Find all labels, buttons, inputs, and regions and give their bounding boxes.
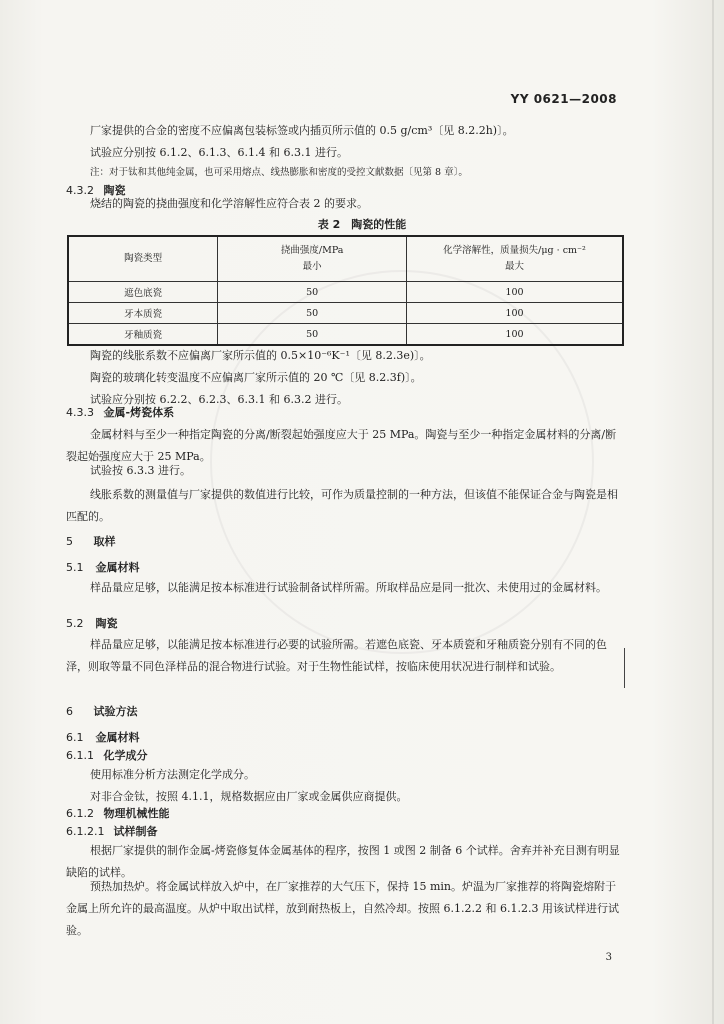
paragraph: 线胀系数的测量值与厂家提供的数值进行比较，可作为质量控制的一种方法，但该值不能保证合金与陶瓷是相匹配的。 (66, 488, 618, 523)
table-row (68, 303, 623, 324)
header-line: 挠曲强度/MPa (280, 245, 344, 256)
heading-title: 金属-烤瓷体系 (103, 406, 175, 419)
table-cell: 牙釉质瓷 (68, 324, 218, 346)
heading-title: 试验方法 (93, 705, 138, 718)
paragraph: 使用标准分析方法测定化学成分。 (90, 768, 255, 781)
heading-title: 金属材料 (95, 561, 140, 574)
heading-title: 化学成分 (103, 749, 148, 762)
heading-title: 金属材料 (95, 731, 140, 744)
heading-title: 取样 (93, 535, 116, 548)
paragraph: 样品量应足够，以能满足按本标准进行必要的试验所需。若遮色底瓷、牙本质瓷和牙釉质瓷分别有不同的色泽，则取等量不同色泽样品的混合物进行试验。对于生物性能试样，按临床使用状况进行制样和试验。 (66, 638, 607, 673)
heading-number: 6.1.2.1 (66, 825, 105, 838)
table-caption: 表 2 陶瓷的性能 (317, 218, 407, 231)
heading-number: 5 (66, 535, 73, 548)
heading-number: 4.3.3 (66, 406, 94, 419)
heading-6-1 (66, 730, 140, 746)
standard-code: YY 0621—2008 (510, 92, 617, 106)
heading-6-1-2-1 (66, 824, 158, 840)
header-line: 最小 (302, 261, 322, 272)
heading-number: 5.2 (66, 617, 84, 630)
table-cell: 遮色底瓷 (68, 282, 218, 303)
heading-title: 陶瓷 (95, 617, 118, 630)
heading-number: 6.1.2 (66, 807, 94, 820)
paragraph: 厂家提供的合金的密度不应偏离包装标签或内插页所示值的 0.5 g/cm³〔见 8.2.2h)〕。 (90, 124, 514, 137)
table-row (68, 324, 623, 346)
heading-6-1-1 (66, 748, 148, 764)
heading-title: 陶瓷 (103, 184, 126, 197)
paragraph: 预热加热炉。将金属试样放入炉中，在厂家推荐的大气压下，保持 15 min。炉温为厂家推荐的将陶瓷熔附于金属上所允许的最高温度。从炉中取出试样，放到耐热板上，自然冷却。按照 6.1.2.2 和 6.1.2.3 用该试样进行试验。 (66, 880, 619, 937)
paragraph: 陶瓷的玻璃化转变温度不应偏离厂家所示值的 20 ℃〔见 8.2.3f)〕。 (90, 371, 422, 384)
paragraph: 陶瓷的线胀系数不应偏离厂家所示值的 0.5×10⁻⁶K⁻¹〔见 8.2.3e)〕。 (90, 349, 431, 362)
table-cell: 100 (407, 303, 623, 324)
header-cell (218, 236, 407, 282)
table-row (68, 282, 623, 303)
heading-6 (66, 704, 138, 720)
ceramic-properties-table (67, 235, 624, 346)
header-cell (407, 236, 623, 282)
paragraph: 试验按 6.3.3 进行。 (90, 464, 191, 477)
table-cell: 50 (218, 282, 407, 303)
heading-number: 6.1 (66, 731, 84, 744)
heading-5-2 (66, 616, 118, 632)
margin-mark (624, 648, 625, 688)
heading-title: 试样制备 (113, 825, 158, 838)
page-edge (712, 0, 714, 1024)
paragraph: 烧结的陶瓷的挠曲强度和化学溶解性应符合表 2 的要求。 (90, 197, 368, 210)
paragraph: 试验应分别按 6.2.2、6.2.3、6.3.1 和 6.3.2 进行。 (90, 393, 348, 406)
paragraph: 对非合金钛，按照 4.1.1，规格数据应由厂家或金属供应商提供。 (90, 790, 408, 803)
paragraph: 样品量应足够，以能满足按本标准进行试验制备试样所需。所取样品应是同一批次、未使用过的金属材料。 (90, 581, 607, 594)
heading-title: 物理机械性能 (103, 807, 170, 820)
table-cell: 50 (218, 303, 407, 324)
table-cell: 50 (218, 324, 407, 346)
table-cell: 100 (407, 324, 623, 346)
paragraph: 根据厂家提供的制作金属-烤瓷修复体金属基体的程序，按图 1 或图 2 制备 6 个试样。舍弃并补充目测有明显缺陷的试样。 (66, 844, 620, 879)
page-number: 3 (605, 952, 612, 963)
heading-number: 4.3.2 (66, 184, 94, 197)
table-cell: 牙本质瓷 (68, 303, 218, 324)
header-cell: 陶瓷类型 (68, 236, 218, 282)
note: 注：对于钛和其他纯金属，也可采用熔点、线热膨胀和密度的受控文献数据〔见第 8 章〕。 (90, 167, 468, 178)
heading-6-1-2 (66, 806, 170, 822)
heading-number: 5.1 (66, 561, 84, 574)
heading-4-3-3 (66, 405, 174, 421)
table-cell: 100 (407, 282, 623, 303)
header-line: 化学溶解性，质量损失/μg · cm⁻² (443, 245, 586, 256)
heading-number: 6.1.1 (66, 749, 94, 762)
heading-number: 6 (66, 705, 73, 718)
header-line: 最大 (505, 261, 525, 272)
heading-5-1 (66, 560, 140, 576)
paragraph: 试验应分别按 6.1.2、6.1.3、6.1.4 和 6.3.1 进行。 (90, 146, 348, 159)
heading-5 (66, 534, 116, 550)
table-header-row (68, 236, 623, 282)
paragraph: 金属材料与至少一种指定陶瓷的分离/断裂起始强度应大于 25 MPa。陶瓷与至少一种指定金属材料的分离/断裂起始强度应大于 25 MPa。 (66, 428, 617, 463)
